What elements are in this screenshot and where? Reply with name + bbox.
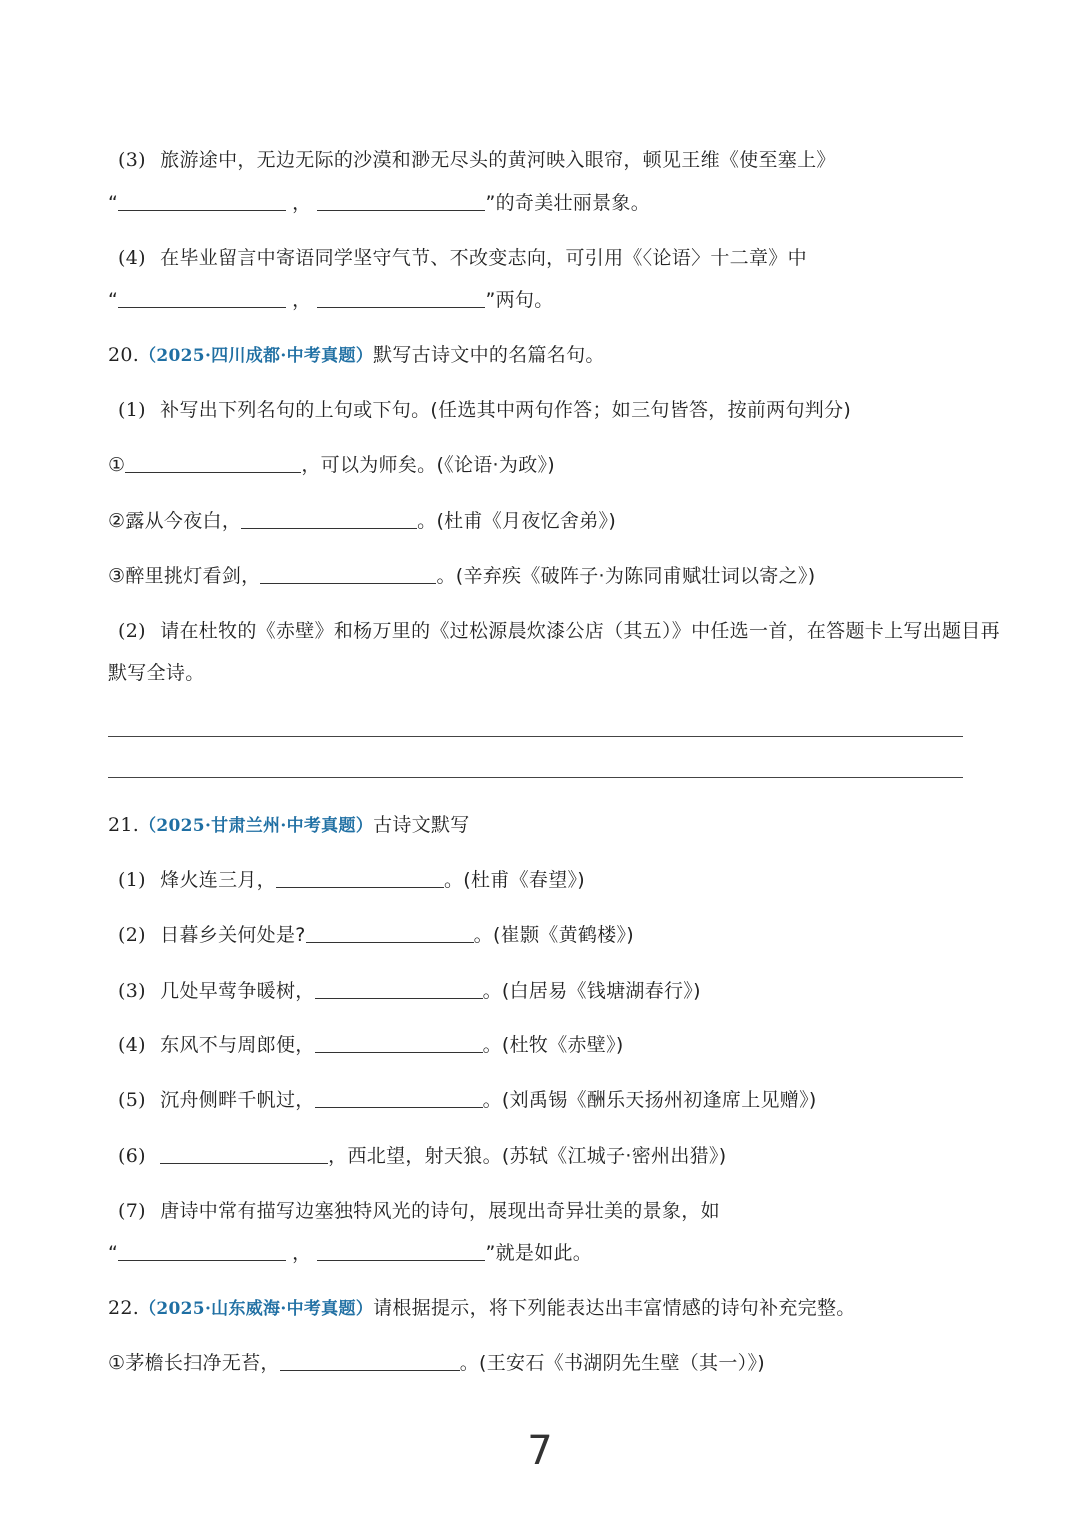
- line-suffix: ，可以为师矣。(《论语·为政》): [301, 454, 556, 476]
- open-quote: “: [108, 289, 119, 311]
- q20-line2: [108, 509, 616, 533]
- line-prefix: 沉舟侧畔千帆过，: [160, 1089, 315, 1111]
- q19-item3: [118, 148, 836, 172]
- item-number: (5): [118, 1089, 146, 1111]
- q22-header: [108, 1296, 856, 1321]
- item-number: (3): [118, 980, 146, 1002]
- item-number: (4): [118, 1034, 146, 1056]
- line-prefix: ①茅檐长扫净无苔，: [108, 1352, 280, 1374]
- item-text: 请在杜牧的《赤壁》和杨万里的《过松源晨炊漆公店（其五）》中任选一首，在答题卡上写出题目再: [160, 620, 1000, 642]
- line-suffix: 。(王安石《书湖阴先生壁（其一）》): [459, 1352, 765, 1374]
- answer-blank[interactable]: [317, 192, 485, 211]
- answer-blank[interactable]: [160, 1145, 328, 1164]
- line-suffix: 。(刘禹锡《酬乐天扬州初逢席上见赠》): [482, 1089, 817, 1111]
- line-suffix: 。(杜甫《月夜忆舍弟》): [417, 510, 617, 532]
- q21-item7: [118, 1199, 720, 1223]
- trailing-text: ”的奇美壮丽景象。: [485, 192, 651, 214]
- line-prefix: ③醉里挑灯看剑，: [108, 565, 261, 587]
- q22-line1: [108, 1351, 765, 1375]
- question-prompt: 默写古诗文中的名篇名句。: [373, 344, 605, 366]
- q21-item: [118, 1088, 817, 1112]
- q21-item: [118, 979, 701, 1003]
- item-number: (3): [118, 149, 146, 171]
- item-number: (2): [118, 620, 146, 642]
- item-text: 在毕业留言中寄语同学坚守气节、不改变志向，可引用《〈论语〉十二章》中: [160, 247, 807, 269]
- line-suffix: 。(杜牧《赤壁》): [482, 1034, 624, 1056]
- line-suffix: ，西北望，射天狼。(苏轼《江城子·密州出猎》): [328, 1145, 727, 1167]
- q21-item: [118, 923, 634, 947]
- answer-blank[interactable]: [125, 454, 301, 473]
- line-prefix: ①: [108, 454, 126, 476]
- item-text: 唐诗中常有描写边塞独特风光的诗句，展现出奇异壮美的景象，如: [160, 1200, 720, 1222]
- line-prefix: 日暮乡关何处是?: [160, 924, 306, 946]
- q20-part2: [118, 619, 1000, 643]
- item-number: (4): [118, 247, 146, 269]
- answer-blank[interactable]: [118, 1242, 286, 1261]
- line-prefix: ②露从今夜白，: [108, 510, 242, 532]
- answer-blank[interactable]: [276, 869, 444, 888]
- question-prompt: 请根据提示，将下列能表达出丰富情感的诗句补充完整。: [373, 1297, 856, 1319]
- question-source: （2025·甘肃兰州·中考真题）: [139, 816, 374, 836]
- q21-item: [118, 1144, 726, 1168]
- item-number: (7): [118, 1200, 146, 1222]
- item-number: (2): [118, 924, 146, 946]
- q19-item3-fill: [108, 191, 650, 215]
- answer-blank[interactable]: [280, 1352, 460, 1371]
- comma: ，: [292, 289, 312, 311]
- q21-item7-fill: [108, 1241, 592, 1265]
- q21-item: [118, 868, 585, 892]
- item-number: (1): [118, 869, 146, 891]
- q21-item: [118, 1033, 624, 1057]
- answer-line[interactable]: [108, 777, 963, 778]
- line-prefix: 东风不与周郎便，: [160, 1034, 315, 1056]
- answer-line[interactable]: [108, 736, 963, 737]
- comma: ，: [292, 1242, 312, 1264]
- question-source: （2025·四川成都·中考真题）: [139, 346, 374, 366]
- open-quote: “: [108, 1242, 119, 1264]
- item-text: 旅游途中，无边无际的沙漠和渺无尽头的黄河映入眼帘，顿见王维《使至塞上》: [160, 149, 836, 171]
- answer-blank[interactable]: [306, 924, 474, 943]
- answer-blank[interactable]: [315, 980, 483, 999]
- question-number: 21.: [108, 814, 140, 836]
- answer-blank[interactable]: [317, 1242, 485, 1261]
- q20-line3: [108, 564, 815, 588]
- line-suffix: 。(白居易《钱塘湖春行》): [482, 980, 701, 1002]
- item-text: 补写出下列名句的上句或下句。(任选其中两句作答；如三句皆答，按前两句判分): [160, 399, 852, 421]
- answer-blank[interactable]: [315, 1034, 483, 1053]
- q20-part2-continued: 默写全诗。: [108, 662, 205, 684]
- q21-header: [108, 813, 470, 838]
- answer-blank[interactable]: [260, 565, 436, 584]
- answer-blank[interactable]: [118, 192, 286, 211]
- item-number: (1): [118, 399, 146, 421]
- q20-part1: [118, 398, 851, 422]
- line-suffix: 。(杜甫《春望》): [443, 869, 586, 891]
- open-quote: “: [108, 192, 119, 214]
- item-number: (6): [118, 1145, 146, 1167]
- q20-line1: [108, 453, 555, 477]
- line-suffix: 。(辛弃疾《破阵子·为陈同甫赋壮词以寄之》): [436, 565, 816, 587]
- page-number: 7: [527, 1428, 553, 1474]
- question-prompt: 古诗文默写: [373, 814, 470, 836]
- answer-blank[interactable]: [241, 510, 417, 529]
- answer-blank[interactable]: [317, 289, 485, 308]
- line-suffix: 。(崔颢《黄鹤楼》): [473, 924, 634, 946]
- trailing-text: ”就是如此。: [485, 1242, 593, 1264]
- comma: ，: [292, 192, 312, 214]
- question-source: （2025·山东威海·中考真题）: [139, 1299, 374, 1319]
- q19-item4-fill: [108, 288, 554, 312]
- line-prefix: 几处早莺争暖树，: [160, 980, 315, 1002]
- question-number: 20.: [108, 344, 140, 366]
- answer-blank[interactable]: [315, 1089, 483, 1108]
- line-prefix: 烽火连三月，: [160, 869, 276, 891]
- answer-blank[interactable]: [118, 289, 286, 308]
- trailing-text: ”两句。: [485, 289, 554, 311]
- question-number: 22.: [108, 1297, 140, 1319]
- q20-header: [108, 343, 605, 368]
- q19-item4: [118, 246, 807, 270]
